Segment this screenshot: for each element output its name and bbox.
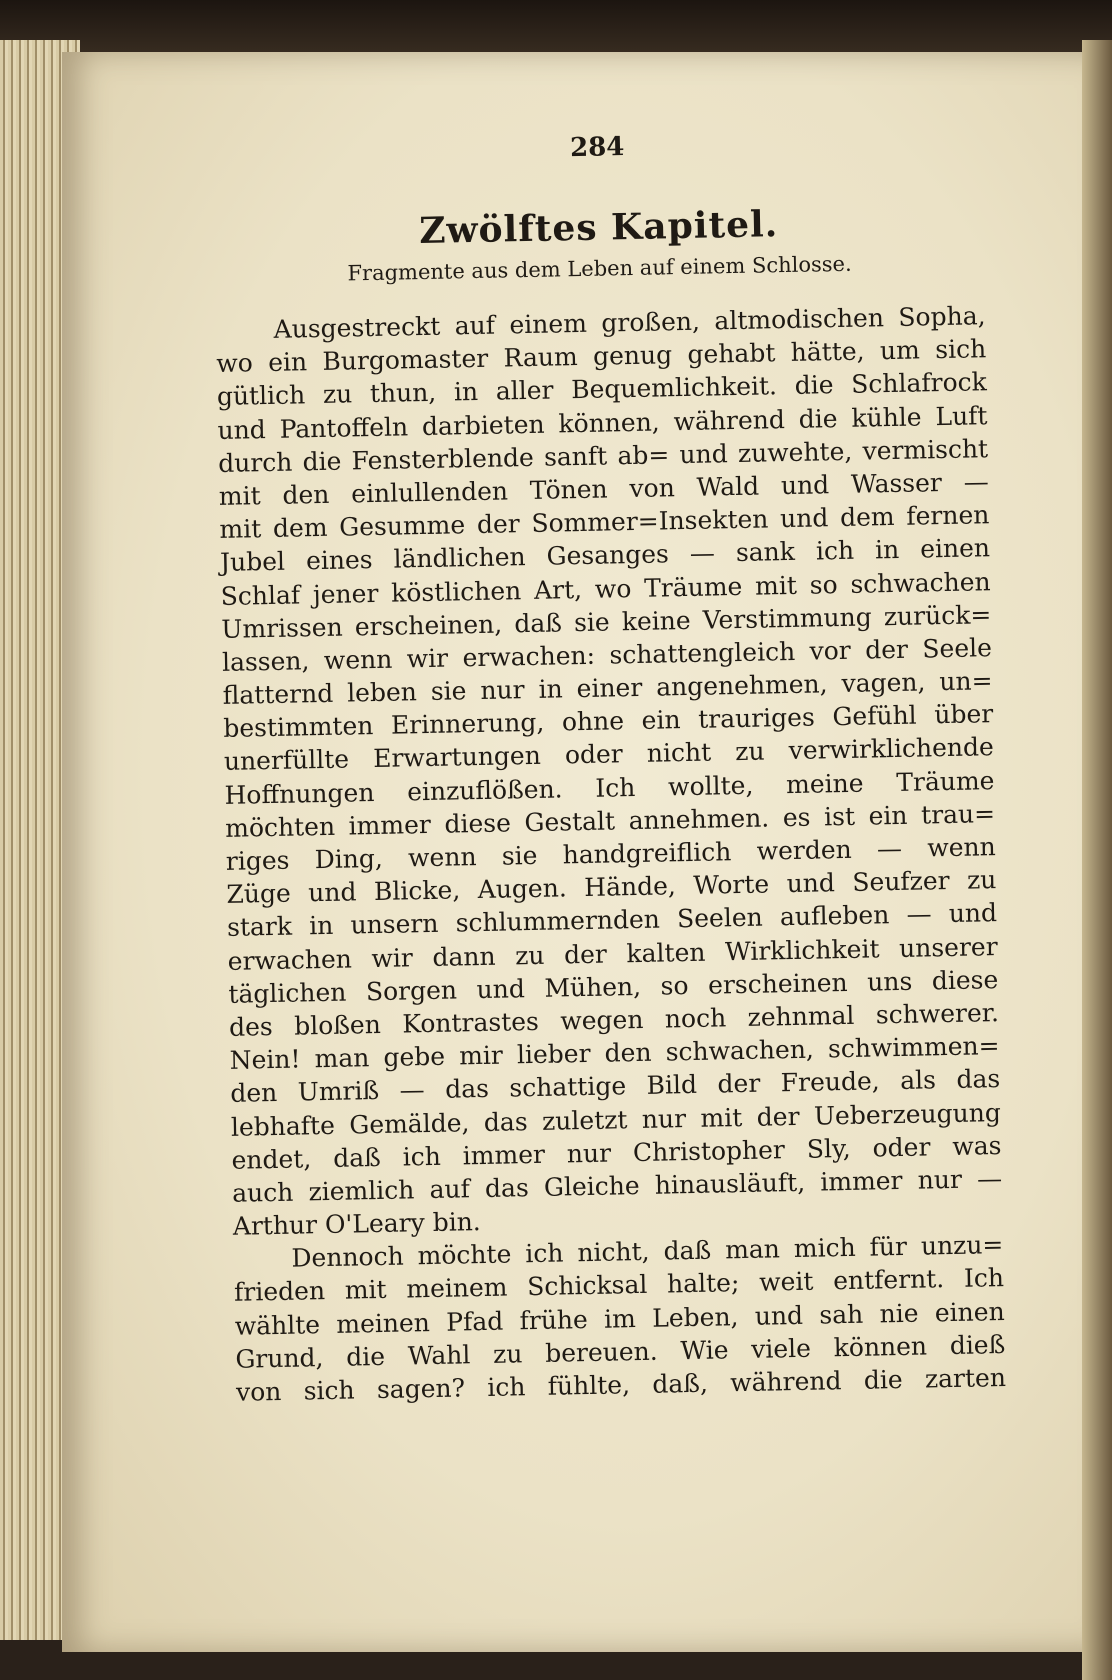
text-line: Grund, die Wahl zu bereuen. Wie viele können dieß — [235, 1329, 1006, 1374]
text-line: täglichen Sorgen und Mühen, so erscheinen uns diese — [228, 964, 999, 1009]
text-line: Umrissen erscheinen, daß sie keine Verstimmung zurück= — [221, 599, 992, 644]
text-line: riges Ding, wenn sie handgreiflich werden — wenn — [225, 832, 996, 876]
text-line: Jubel eines ländlichen Gesanges — sank ich in einen — [219, 533, 991, 578]
text-line: mit den einlullenden Tönen von Wald und Wasser — — [218, 467, 989, 511]
chapter-title: Zwölftes Kapitel. — [418, 203, 779, 253]
text-line: von sich sagen? ich fühlte, daß, während die zarten — [235, 1362, 1007, 1407]
text-line: flatternd leben sie nur in einer angenehmen, vagen, un= — [222, 666, 993, 710]
text-line: frieden mit meinem Schicksal halte; weit entfernt. Ich — [233, 1263, 1005, 1308]
text-line: wählte meinen Pfad frühe im Leben, und sah nie einen — [234, 1296, 1005, 1341]
chapter-subtitle: Fragmente aus dem Leben auf einem Schlosse. — [347, 251, 852, 286]
text-line: den Umriß — das schattige Bild der Freude, als das — [230, 1064, 1001, 1109]
text-line: lebhafte Gemälde, das zuletzt nur mit der Ueberzeugung — [230, 1097, 1002, 1142]
text-line: mit dem Gesumme der Sommer=Insekten und dem fernen — [219, 500, 990, 545]
text-line: des bloßen Kontrastes wegen noch zehnmal schwerer. — [228, 997, 1000, 1042]
text-line: Nein! man gebe mir lieber den schwachen, schwimmen= — [229, 1031, 1000, 1075]
text-line: Hoffnungen einzuflößen. Ich wollte, meine Träume — [224, 765, 995, 810]
text-line: Schlaf jener köstlichen Art, wo Träume mit so schwachen — [220, 566, 991, 611]
page-number: 284 — [569, 132, 625, 164]
page-content — [212, 125, 1006, 1409]
text-line: durch die Fensterblende sanft ab= und zuwehte, vermischt — [217, 433, 989, 478]
text-line: endet, daß ich immer nur Christopher Sly, oder was — [231, 1130, 1002, 1175]
scan-top-edge — [0, 0, 1112, 60]
text-line: Züge und Blicke, Augen. Hände, Worte und Seufzer zu — [226, 865, 997, 910]
text-line: lassen, wenn wir erwachen: schattengleich vor der Seele — [221, 632, 993, 677]
text-line: möchten immer diese Gestalt annehmen. es ist ein trau= — [224, 798, 996, 843]
text-line: Arthur O'Leary bin. — [232, 1207, 481, 1241]
text-line: Dennoch möchte ich nicht, daß man mich für unzu= — [291, 1230, 1004, 1273]
text-line: auch ziemlich auf das Gleiche hinausläuft, immer nur — — [231, 1163, 1003, 1208]
text-line: unerfüllte Erwartungen oder nicht zu verwirklichende — [223, 732, 995, 777]
text-line: stark in unsern schlummernden Seelen aufleben — und — [226, 898, 998, 943]
text-line: bestimmten Erinnerung, ohne ein trauriges Gefühl über — [223, 699, 994, 744]
text-line: Ausgestreckt auf einem großen, altmodischen Sopha, — [273, 301, 986, 344]
scan-right-edge — [1082, 40, 1112, 1680]
text-line: und Pantoffeln darbieten können, während die kühle Luft — [217, 400, 988, 445]
text-line: wo ein Burgomaster Raum genug gehabt hätte, um sich — [216, 334, 987, 379]
body-text — [215, 299, 1006, 1409]
text-line: erwachen wir dann zu der kalten Wirklichkeit unserer — [227, 931, 998, 976]
text-line: gütlich zu thun, in aller Bequemlichkeit. die Schlafrock — [216, 367, 988, 412]
